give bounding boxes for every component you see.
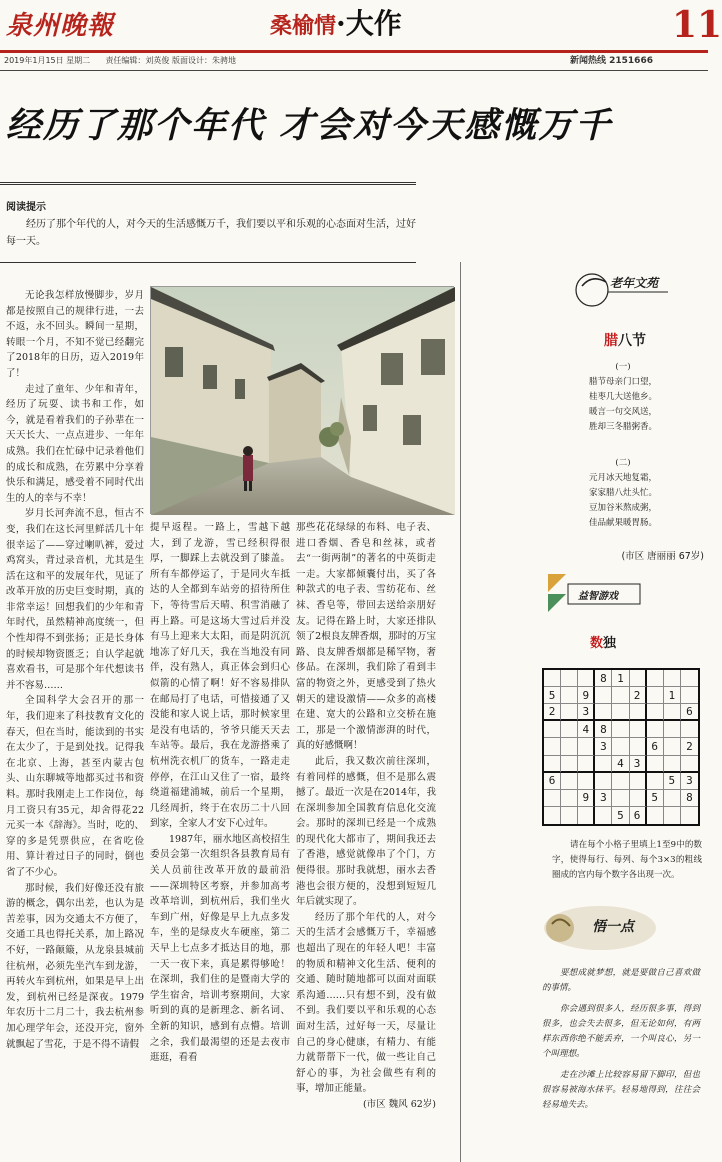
sudoku-cell bbox=[664, 704, 681, 721]
sudoku-cell: 6 bbox=[647, 738, 664, 755]
article-headline: 经历了那个年代 才会对今天感慨万千 bbox=[6, 105, 613, 146]
sudoku-cell: 6 bbox=[544, 773, 561, 790]
sudoku-cell bbox=[578, 756, 595, 773]
article-column-3 bbox=[296, 520, 436, 1120]
article-author: (市区 魏风 62岁) bbox=[362, 1098, 436, 1110]
sudoku-cell bbox=[612, 738, 629, 755]
sudoku-cell: 3 bbox=[630, 756, 647, 773]
sudoku-cell bbox=[561, 773, 578, 790]
sudoku-cell: 8 bbox=[595, 670, 612, 687]
sudoku-cell bbox=[630, 738, 647, 755]
sudoku-cell: 6 bbox=[630, 807, 647, 824]
sudoku-cell bbox=[561, 704, 578, 721]
sudoku-cell bbox=[544, 790, 561, 807]
wisdom-section-badge bbox=[540, 898, 690, 956]
wisdom-section-text: 悟一点 bbox=[592, 919, 634, 935]
sudoku-cell bbox=[647, 721, 664, 738]
sudoku-cell: 4 bbox=[578, 721, 595, 738]
info-bar bbox=[4, 54, 664, 68]
sudoku-cell: 5 bbox=[647, 790, 664, 807]
poem-author: (市区 唐丽丽 67岁) bbox=[621, 551, 704, 562]
sudoku-cell bbox=[578, 773, 595, 790]
poem-title bbox=[570, 330, 680, 350]
sudoku-cell bbox=[544, 721, 561, 738]
sudoku-cell bbox=[561, 687, 578, 704]
article-paragraph: 1987年，丽水地区高校招生委员会第一次组织各县教育局有关人员前往改革开放的最前沿——深圳特区考察，并参加高考改革培训，到杭州后，我们坐火车到广州，好像是早上九点多发车，坐的是绿皮火车硬座，第二天早上七点多才抵达目的地，那一天一夜下来，真是累得够呛！在深圳，我们住的是暨南大学的学生宿舍，培训考察期间，大家听到的真的是新理念、新名词、全新的知识，感到有点懵。培训之余，我们最渴望的还是去夜市逛逛，看看 bbox=[150, 833, 290, 1064]
sudoku-cell bbox=[561, 756, 578, 773]
sudoku-cell bbox=[630, 704, 647, 721]
wisdom-paragraph: 走在沙滩上比较容易留下脚印，但也很容易被海水抹平。轻易地得到，往往会轻易地失去。 bbox=[542, 1070, 700, 1110]
lead-top-rule bbox=[0, 182, 416, 183]
sudoku-cell bbox=[612, 790, 629, 807]
section-label-text: 老年文苑 bbox=[610, 276, 659, 290]
column-title-part1: 桑榆情 bbox=[270, 13, 337, 39]
poem-part-2 bbox=[548, 456, 698, 531]
article-paragraph: 那些花花绿绿的布料、电子表、进口香烟、香皂和丝袜，或者去“一街两制”的著名的中英街走一走。大家都倾囊付出，买了各种款式的电子表、雪纺花布、丝袜、香皂等，带回去送给亲朋好友。记得在路上时，大家还排队领了2根良友牌香烟，那时的万宝路、良友牌香烟都是稀罕物，奢侈品。在深圳，我们除了看到丰富的物资之外，更感受到了热火朝天的建设激情——众多的高楼在建、宽大的公路和立交桥在施工，那是一个激情澎湃的时代，真的好感慨啊！ bbox=[296, 522, 436, 752]
poem-part-number: (一) bbox=[615, 362, 631, 372]
sudoku-cell bbox=[561, 807, 578, 824]
page-number: 11 bbox=[672, 4, 722, 46]
sudoku-cell bbox=[647, 773, 664, 790]
sudoku-cell bbox=[664, 807, 681, 824]
sudoku-cell bbox=[681, 687, 698, 704]
sudoku-cell bbox=[681, 670, 698, 687]
article-paragraph: 岁月长河奔流不息，恒古不变，我们在这长河里鲜活几十年很幸运了——穿过喇叭裤，爱过鸡窝头，背过录音机，尤其是生活在这和平的发展年代，见证了改革开放的历史巨变时期，真的非常幸运！回想我们的少年和青年时代，虽然精神高度统一，但个性却得不到张扬；正是长身体的时候却物资匮乏；自认学起就喜欢看书，可是那个年代想读书并不容易…… bbox=[6, 508, 144, 691]
poem-line: 胜却三冬腊粥香。 bbox=[588, 422, 657, 432]
sudoku-cell bbox=[612, 721, 629, 738]
sudoku-cell bbox=[578, 807, 595, 824]
sudoku-cell bbox=[612, 687, 629, 704]
sudoku-cell bbox=[612, 704, 629, 721]
poem-line: 腊节母亲门口望， bbox=[588, 377, 657, 387]
sudoku-cell: 2 bbox=[630, 687, 647, 704]
sudoku-cell bbox=[595, 807, 612, 824]
poem-line: 佳品献果暖胃肠。 bbox=[588, 518, 657, 528]
sudoku-cell bbox=[681, 807, 698, 824]
column-title bbox=[270, 4, 460, 44]
news-hotline: 新闻热线 2151666 bbox=[570, 56, 653, 66]
sudoku-cell bbox=[544, 738, 561, 755]
sudoku-cell bbox=[544, 807, 561, 824]
sudoku-title bbox=[590, 632, 650, 651]
sudoku-title-red: 数 bbox=[590, 636, 604, 651]
poem-line: 元月冰天地复霜， bbox=[588, 473, 657, 483]
article-column-1 bbox=[6, 288, 144, 1150]
sudoku-cell: 6 bbox=[681, 704, 698, 721]
masthead-rule bbox=[0, 50, 708, 53]
sudoku-cell: 5 bbox=[544, 687, 561, 704]
newspaper-logo: 泉州晚報 bbox=[6, 11, 115, 41]
sudoku-cell bbox=[595, 687, 612, 704]
lead-text: 经历了那个年代的人，对今天的生活感慨万千，我们要以平和乐观的心态面对生活，过好每一天。 bbox=[6, 219, 416, 247]
sudoku-cell: 8 bbox=[595, 721, 612, 738]
lead-top-rule-2 bbox=[0, 184, 416, 185]
sudoku-cell bbox=[664, 670, 681, 687]
sudoku-grid bbox=[542, 668, 700, 826]
sudoku-cell bbox=[647, 704, 664, 721]
sudoku-cell bbox=[681, 756, 698, 773]
sudoku-cell: 3 bbox=[578, 704, 595, 721]
article-paragraph: 经历了那个年代的人，对今天的生活才会感慨万千，幸福感也超出了现在的年轻人吧！丰富的物质和精神文化生活、便利的交通、随时随地都可以面对面联系沟通……只有想不到，没有做不到。我们要以平和乐观的心态面对生活，过好每一天，尽量让自己的身心健康，有精力、有能力就帮帮下一代，做一些让自己舒心的事，为社会做些有利的事，增加正能量。 bbox=[296, 911, 436, 1095]
sudoku-cell bbox=[647, 756, 664, 773]
poem-part-number: (二) bbox=[615, 458, 631, 468]
sudoku-cell bbox=[630, 670, 647, 687]
sudoku-cell bbox=[664, 756, 681, 773]
sudoku-title-rest: 独 bbox=[603, 636, 617, 651]
sudoku-cell bbox=[630, 790, 647, 807]
sudoku-cell: 3 bbox=[595, 790, 612, 807]
poem-line: 暖言一句交风送， bbox=[588, 407, 657, 417]
sudoku-cell bbox=[578, 670, 595, 687]
article-paragraph: 此后，我又数次前往深圳，有着同样的感慨，但不是那么震撼了。最近一次是在2014年，我在深圳参加全国教育信息化交流会。那时的深圳已经是一个成熟的现代化大都市了，期间我还去了香港，感觉就像串了个门，方便得很。那时我就想，丽水去香港也会很方便的，没想到短短几年后就实现了。 bbox=[296, 755, 436, 908]
article-paragraph: 提早返程。一路上，雪越下越大，到了龙游，雪已经积得很厚，一脚踩上去就没到了膝盖。所有车都停运了，于是同火车抵达的人全都到车站旁的招待所住下，等待雪后天晴、积雪消融了再上路。可是这场大雪过后并没有马上迎来大太阳，而是阴沉沉地冻了好几天，我在当地没有同伴，没有熟人，真正体会到归心似箭的心情了啊！好不容易排队在邮局打了电话，可惜接通了又没能和家人说上话，那时候家里是没有电话的，爷爷只能天天去车站等。最后，我在龙游搭乘了杭州洗衣机厂的货车，一路走走停停，在江山又住了一宿，最终绕道福建浦城，前后一个星期，几经周折，终于在农历二十八回到家，全家人才安下心过年。 bbox=[150, 522, 290, 830]
sudoku-cell bbox=[544, 756, 561, 773]
sudoku-cell bbox=[664, 790, 681, 807]
article-paragraph: 无论我怎样放慢脚步，岁月都是按照自己的规律行进，一去不返，永不回头。瞬间一星期，转眼一个月，不知不觉已经翻完了2018年的日历，迈入2019年了！ bbox=[6, 290, 144, 379]
sudoku-cell bbox=[681, 721, 698, 738]
sudoku-cell bbox=[664, 721, 681, 738]
sudoku-cell: 5 bbox=[612, 807, 629, 824]
sudoku-cell: 4 bbox=[612, 756, 629, 773]
sudoku-cell: 9 bbox=[578, 790, 595, 807]
poem-line: 桂枣几大送他乡。 bbox=[588, 392, 657, 402]
sudoku-cell bbox=[664, 738, 681, 755]
sudoku-cell bbox=[544, 670, 561, 687]
info-bar-rule bbox=[0, 70, 708, 71]
sudoku-cell: 3 bbox=[681, 773, 698, 790]
poem-title-rest: 八节 bbox=[618, 333, 646, 349]
sudoku-cell bbox=[595, 704, 612, 721]
sudoku-cell: 2 bbox=[544, 704, 561, 721]
article-paragraph: 走过了童年、少年和青年，经历了玩耍、读书和工作，如今，就是看着我们的子孙辈在一天天长大、一点点进步、一年年成熟。我们在忙碌中记录着他们的成长和成熟，在劳累中分享着快乐和满足，感受着不同时代出生的人的幸与不幸！ bbox=[6, 383, 144, 504]
lead-bottom-rule bbox=[0, 262, 416, 263]
poem-title-red: 腊 bbox=[604, 333, 618, 349]
poem-line: 家家腊八灶头忙。 bbox=[588, 488, 657, 498]
sudoku-cell bbox=[647, 687, 664, 704]
editors-credit: 责任编辑：刘英俊 版面设计：朱骋地 bbox=[105, 56, 236, 65]
wisdom-paragraph: 要想成就梦想，就是要做自己喜欢做的事情。 bbox=[542, 968, 700, 993]
sudoku-cell: 1 bbox=[664, 687, 681, 704]
sudoku-cell: 9 bbox=[578, 687, 595, 704]
sudoku-cell bbox=[630, 773, 647, 790]
sudoku-cell bbox=[647, 670, 664, 687]
sudoku-cell bbox=[561, 738, 578, 755]
poem-line: 豆加谷米熬成粥， bbox=[588, 503, 657, 513]
sudoku-cell bbox=[595, 773, 612, 790]
article-paragraph: 那时候，我们好像还没有旅游的概念，偶尔出差，也认为是苦差事，因为交通太不方便了，交通工具也得托关系，加上路况不好，一路颠簸，从龙泉县城前往杭州，必须先坐汽车到龙游，再转火车到杭州，如果是早上出发，到杭州已经是深夜。1979年农历十二月二十，我去杭州参加心理学年会，还没开完，窗外就飘起了雪花，于是不得不请假 bbox=[6, 882, 144, 1050]
sudoku-cell: 3 bbox=[595, 738, 612, 755]
wisdom-text bbox=[542, 966, 700, 1119]
poem-part-1 bbox=[548, 360, 698, 435]
column-title-part2: ·大作 bbox=[336, 7, 402, 40]
lead-label: 阅读提示 bbox=[6, 202, 46, 213]
sudoku-cell: 8 bbox=[681, 790, 698, 807]
column-divider bbox=[460, 262, 461, 1162]
sudoku-cell: 5 bbox=[664, 773, 681, 790]
sudoku-cell: 1 bbox=[612, 670, 629, 687]
article-column-2 bbox=[150, 520, 290, 1120]
wisdom-paragraph: 你会遇到很多人，经历很多事，得到很多，也会失去很多，但无论如何，有两样东西你绝不能丢弃，一个叫良心，另一个叫理想。 bbox=[542, 1004, 700, 1059]
section-label-badge bbox=[572, 268, 672, 308]
sudoku-cell: 2 bbox=[681, 738, 698, 755]
sudoku-description: 请在每个小格子里填上1至9中的数字，使得每行、每列、每个3×3的粗线圈成的宫内每个数字各出现一次。 bbox=[552, 840, 702, 880]
puzzle-section-text: 益智游戏 bbox=[578, 591, 618, 602]
sudoku-cell bbox=[561, 670, 578, 687]
sudoku-cell bbox=[647, 807, 664, 824]
sudoku-cell bbox=[595, 756, 612, 773]
alley-painting-image bbox=[150, 286, 454, 514]
article-paragraph: 全国科学大会召开的那一年，我们迎来了科技教育文化的春天，但在当时，能读到的书实在太少了，于是到处找。记得我在北京、上海，甚至内蒙古包头、山东聊城等地都买过书和资料。那时我刚走上工作岗位，每月工资只有35元，却舍得花22元买一本《辞海》。当时，吃的、穿的多是凭票供应，在省吃俭用、算计着过日子的同时，倒也省了不少心。 bbox=[6, 695, 144, 878]
sudoku-cell bbox=[630, 721, 647, 738]
sudoku-cell bbox=[578, 738, 595, 755]
issue-date: 2019年1月15日 星期二 bbox=[4, 56, 91, 65]
sudoku-cell bbox=[561, 721, 578, 738]
sudoku-cell bbox=[561, 790, 578, 807]
puzzle-section-badge bbox=[544, 570, 644, 616]
sudoku-cell bbox=[612, 773, 629, 790]
